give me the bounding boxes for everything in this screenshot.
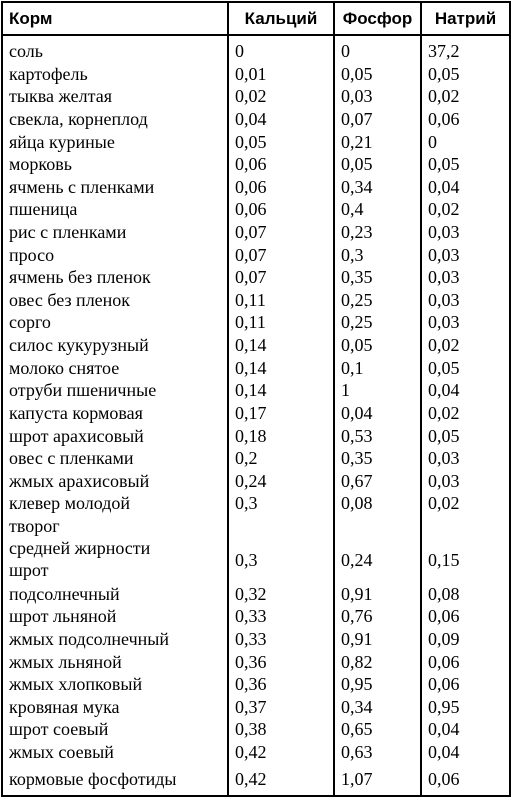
feed-cell: шрот соевый [2,718,228,741]
feed-cell: молоко снятое [2,357,228,380]
sodium-cell: 0,03 [421,221,510,244]
calcium-cell: 0,11 [228,311,334,334]
sodium-cell: 0,09 [421,628,510,651]
phosphorus-cell: 0,67 [334,470,421,493]
feed-cell: сорго [2,311,228,334]
sodium-cell: 0,03 [421,311,510,334]
table-body [2,35,510,796]
calcium-cell: 0,42 [228,764,334,796]
phosphorus-cell: 0,63 [334,741,421,764]
phosphorus-cell: 0,1 [334,357,421,380]
calcium-cell: 0,07 [228,266,334,289]
nutrient-table [1,1,511,797]
calcium-cell: 0,01 [228,63,334,86]
table-row [2,198,510,221]
phosphorus-cell: 0,23 [334,221,421,244]
table-row [2,289,510,312]
calcium-cell: 0,14 [228,334,334,357]
header-calcium: Кальций [228,2,334,35]
table-row [2,447,510,470]
calcium-cell: 0,11 [228,289,334,312]
sodium-cell: 0,02 [421,492,510,515]
calcium-cell: 0,06 [228,153,334,176]
feed-cell: жмых льняной [2,651,228,674]
phosphorus-cell: 0,34 [334,696,421,719]
feed-cell [2,515,228,583]
sodium-cell: 0,02 [421,85,510,108]
phosphorus-cell: 0,05 [334,334,421,357]
sodium-cell: 0,08 [421,583,510,606]
sodium-cell: 0,05 [421,425,510,448]
calcium-cell: 0 [228,35,334,63]
phosphorus-cell: 0,76 [334,605,421,628]
phosphorus-cell: 0,05 [334,63,421,86]
phosphorus-cell: 0,65 [334,718,421,741]
feed-cell: кормовые фосфотиды [2,764,228,796]
phosphorus-cell: 1 [334,379,421,402]
calcium-cell: 0,07 [228,244,334,267]
feed-cell: овес без пленок [2,289,228,312]
calcium-cell: 0,33 [228,605,334,628]
calcium-cell: 0,36 [228,673,334,696]
feed-cell: рис с пленками [2,221,228,244]
calcium-cell: 0,14 [228,357,334,380]
feed-cell: овес с пленками [2,447,228,470]
table-row [2,696,510,719]
table-row [2,718,510,741]
calcium-cell: 0,17 [228,402,334,425]
feed-cell: жмых соевый [2,741,228,764]
sodium-cell: 37,2 [421,35,510,63]
calcium-cell: 0,05 [228,131,334,154]
sodium-cell: 0,95 [421,696,510,719]
calcium-cell: 0,18 [228,425,334,448]
sodium-cell: 0,06 [421,651,510,674]
calcium-cell: 0,42 [228,741,334,764]
table-row [2,492,510,515]
phosphorus-cell: 0,04 [334,402,421,425]
feed-cell: ячмень с пленками [2,176,228,199]
table-row [2,764,510,796]
sodium-cell: 0,06 [421,108,510,131]
table-row [2,244,510,267]
sodium-cell: 0 [421,131,510,154]
table-row [2,379,510,402]
calcium-cell: 0,38 [228,718,334,741]
sodium-cell: 0,15 [421,515,510,583]
calcium-cell: 0,07 [228,221,334,244]
phosphorus-cell: 0,91 [334,628,421,651]
feed-cell: жмых арахисовый [2,470,228,493]
feed-cell: жмых подсолнечный [2,628,228,651]
phosphorus-cell: 0,03 [334,85,421,108]
feed-cell: яйца куриные [2,131,228,154]
header-sodium: Натрий [421,2,510,35]
phosphorus-cell: 0,95 [334,673,421,696]
sodium-cell: 0,02 [421,198,510,221]
phosphorus-cell: 0,53 [334,425,421,448]
sodium-cell: 0,04 [421,176,510,199]
table-row [2,402,510,425]
feed-cell: шрот арахисовый [2,425,228,448]
phosphorus-cell: 0,08 [334,492,421,515]
table-row [2,470,510,493]
calcium-cell: 0,37 [228,696,334,719]
phosphorus-cell: 0,35 [334,266,421,289]
phosphorus-cell: 1,07 [334,764,421,796]
feed-cell: отруби пшеничные [2,379,228,402]
header-phosphorus: Фосфор [334,2,421,35]
phosphorus-cell: 0,25 [334,311,421,334]
table-row [2,515,510,583]
sodium-cell: 0,06 [421,764,510,796]
phosphorus-cell: 0,4 [334,198,421,221]
sodium-cell: 0,03 [421,470,510,493]
sodium-cell: 0,05 [421,63,510,86]
calcium-cell: 0,04 [228,108,334,131]
table-row [2,583,510,606]
sodium-cell: 0,05 [421,357,510,380]
calcium-cell: 0,33 [228,628,334,651]
phosphorus-cell: 0,35 [334,447,421,470]
calcium-cell: 0,06 [228,176,334,199]
sodium-cell: 0,02 [421,334,510,357]
calcium-cell: 0,06 [228,198,334,221]
phosphorus-cell: 0,21 [334,131,421,154]
feed-cell: пшеница [2,198,228,221]
table-row [2,63,510,86]
sodium-cell: 0,03 [421,447,510,470]
feed-cell: свекла, корнеплод [2,108,228,131]
calcium-cell: 0,32 [228,583,334,606]
table-row [2,357,510,380]
sodium-cell: 0,05 [421,153,510,176]
phosphorus-cell: 0,3 [334,244,421,267]
table-row [2,266,510,289]
feed-name-line: творог [9,515,60,536]
calcium-cell: 0,2 [228,447,334,470]
table-header [2,2,510,35]
sodium-cell: 0,03 [421,244,510,267]
feed-cell: клевер молодой [2,492,228,515]
phosphorus-cell: 0,91 [334,583,421,606]
table-row [2,153,510,176]
sodium-cell: 0,06 [421,605,510,628]
feed-cell: картофель [2,63,228,86]
phosphorus-cell: 0,05 [334,153,421,176]
table-row [2,741,510,764]
calcium-cell: 0,14 [228,379,334,402]
phosphorus-cell: 0,34 [334,176,421,199]
table-row [2,425,510,448]
feed-cell: соль [2,35,228,63]
phosphorus-cell: 0 [334,35,421,63]
feed-cell: ячмень без пленок [2,266,228,289]
feed-cell: тыква желтая [2,85,228,108]
header-row [2,2,510,35]
sodium-cell: 0,06 [421,673,510,696]
sodium-cell: 0,04 [421,379,510,402]
table-row [2,131,510,154]
feed-cell: шрот льняной [2,605,228,628]
table-row [2,605,510,628]
feed-cell: кровяная мука [2,696,228,719]
feed-name-line: средней жирности [9,537,151,558]
calcium-cell: 0,02 [228,85,334,108]
table-row [2,85,510,108]
feed-cell: капуста кормовая [2,402,228,425]
calcium-cell: 0,36 [228,651,334,674]
feed-name-line: шрот [9,559,49,580]
table-row [2,311,510,334]
feed-cell: силос кукурузный [2,334,228,357]
header-feed: Корм [2,2,228,35]
phosphorus-cell: 0,82 [334,651,421,674]
sodium-cell: 0,03 [421,266,510,289]
table-row [2,176,510,199]
table-row [2,221,510,244]
table-row [2,35,510,63]
table-row [2,628,510,651]
phosphorus-cell: 0,24 [334,515,421,583]
calcium-cell: 0,3 [228,492,334,515]
feed-cell: жмых хлопковый [2,673,228,696]
table-row [2,673,510,696]
sodium-cell: 0,02 [421,402,510,425]
calcium-cell: 0,3 [228,515,334,583]
phosphorus-cell: 0,25 [334,289,421,312]
calcium-cell: 0,24 [228,470,334,493]
sodium-cell: 0,03 [421,289,510,312]
table-row [2,334,510,357]
table-row [2,108,510,131]
feed-cell: просо [2,244,228,267]
table-row [2,651,510,674]
phosphorus-cell: 0,07 [334,108,421,131]
sodium-cell: 0,04 [421,718,510,741]
sodium-cell: 0,04 [421,741,510,764]
feed-cell: подсолнечный [2,583,228,606]
feed-cell: морковь [2,153,228,176]
